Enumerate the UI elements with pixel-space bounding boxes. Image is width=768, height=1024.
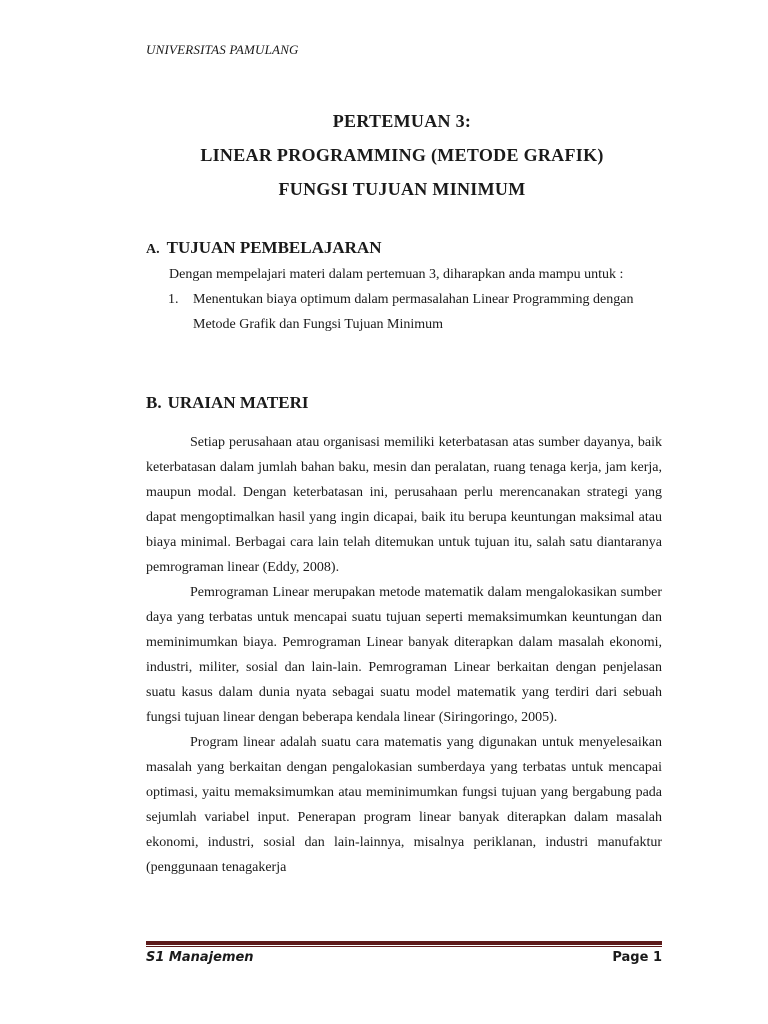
section-a-title: TUJUAN PEMBELAJARAN	[166, 238, 382, 257]
section-b-heading	[146, 391, 662, 415]
paragraph: Program linear adalah suatu cara matematis yang digunakan untuk menyelesaikan masalah yang berkaitan dengan pengalokasian sumberdaya yang terbatas untuk mencapai optimasi, yaitu memaksimumkan atau meminimumkan fungsi tujuan yang bergabung pada sejumlah variabel input. Penerapan program linear banyak diterapkan dalam masalah ekonomi, industri, sosial dan lain-lainnya, misalnya periklanan, industri manufaktur (penggunaan tenagakerja	[146, 735, 662, 875]
footer-rule-thick	[146, 941, 662, 945]
section-a	[146, 236, 662, 337]
list-item	[168, 287, 662, 337]
title-block	[120, 104, 684, 206]
section-a-body	[169, 262, 662, 337]
section-a-letter: A.	[146, 242, 160, 257]
list-item-number: 1.	[168, 292, 179, 307]
paragraph: Pemrograman Linear merupakan metode matematik dalam mengalokasikan sumber daya yang terbatas untuk mencapai suatu tujuan seperti memaksimumkan keuntungan dan meminimumkan biaya. Pemrograman Linear banyak diterapkan dalam masalah ekonomi, industri, militer, sosial dan lain-lain. Pemrograman Linear berkaitan dengan penjelasan suatu kasus dalam dunia nyata sebagai suatu model matematik yang terdiri dari sebuah fungsi tujuan linear dengan beberapa kendala linear (Siringoringo, 2005).	[146, 585, 662, 725]
page-number: Page 1	[612, 949, 662, 965]
section-b	[146, 391, 662, 880]
paragraph: Setiap perusahaan atau organisasi memiliki keterbatasan atas sumber dayanya, baik keterbatasan dalam jumlah bahan baku, mesin dan peralatan, ruang tenaga kerja, jam kerja, maupun modal. Dengan keterbatasan ini, perusahaan perlu merencanakan strategi yang dapat mengoptimalkan hasil yang ingin dicapai, baik itu berupa keuntungan maksimal atau biaya minimal. Berbagai cara lain telah ditemukan untuk tujuan itu, salah satu diantaranya pemrograman linear (Eddy, 2008).	[146, 435, 662, 575]
running-header: UNIVERSITAS PAMULANG	[146, 42, 299, 57]
section-a-intro: Dengan mempelajari materi dalam pertemuan 3, diharapkan anda mampu untuk :	[169, 267, 624, 282]
title-line-3: FUNGSI TUJUAN MINIMUM	[278, 179, 526, 199]
title-line-1: PERTEMUAN 3:	[332, 111, 472, 131]
section-b-letter: B.	[146, 393, 162, 412]
section-b-body	[146, 430, 662, 880]
section-b-title: URAIAN MATERI	[167, 393, 309, 412]
section-a-heading	[146, 236, 662, 260]
footer-program: S1 Manajemen	[146, 949, 254, 965]
list-item-text: Menentukan biaya optimum dalam permasalahan Linear Programming dengan Metode Grafik dan Fungsi Tujuan Minimum	[193, 292, 634, 332]
title-line-2: LINEAR PROGRAMMING (METODE GRAFIK)	[200, 145, 604, 165]
page-footer	[146, 947, 662, 967]
